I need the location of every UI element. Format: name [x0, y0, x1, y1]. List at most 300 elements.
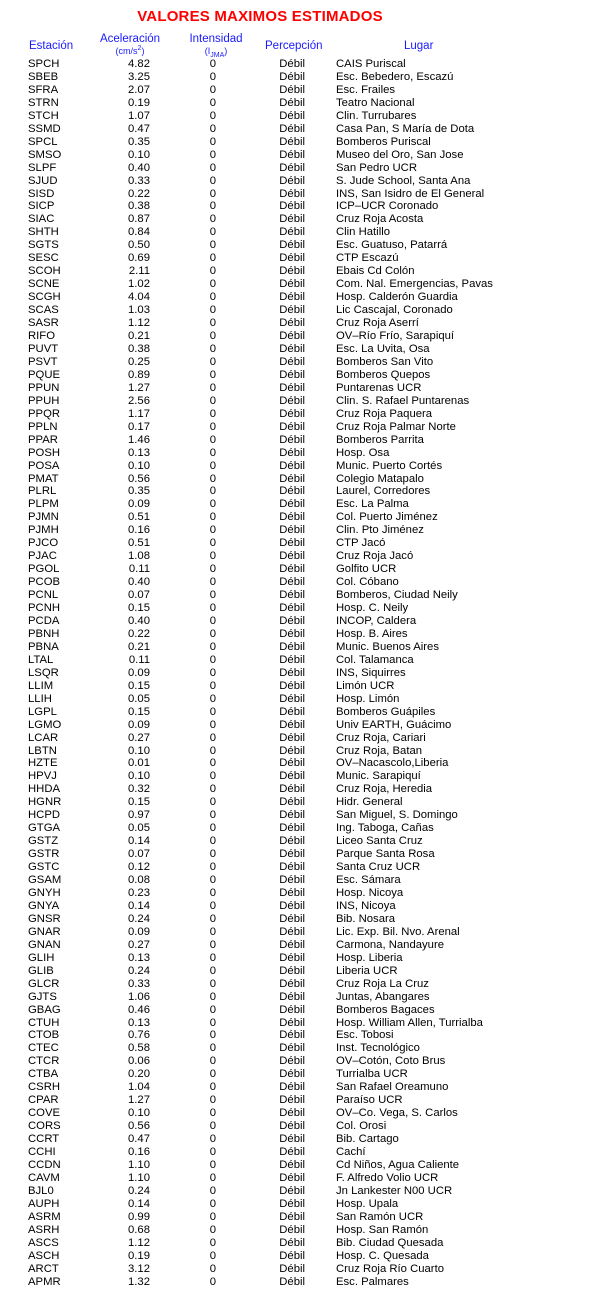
acceleration-value: 0.24	[128, 964, 150, 977]
intensity-value: 0	[209, 679, 216, 692]
place-name: Clin Hatillo	[336, 226, 390, 239]
table-row	[28, 1133, 493, 1146]
station-code: GBAG	[28, 1003, 61, 1016]
acceleration-value: 0.58	[128, 1042, 150, 1055]
intensity-value: 0	[209, 1159, 216, 1172]
acceleration-value: 0.40	[128, 614, 150, 627]
perception-value: Débil	[279, 498, 305, 511]
perception-value: Débil	[279, 912, 305, 925]
perception-value: Débil	[279, 835, 305, 848]
table-row	[28, 239, 493, 252]
acceleration-value: 0.89	[128, 368, 150, 381]
acceleration-value: 0.06	[128, 1055, 150, 1068]
header-place: Lugar	[404, 40, 434, 52]
station-code: PPAR	[28, 433, 58, 446]
acceleration-value: 0.84	[128, 226, 150, 239]
place-name: Hosp. B. Aires	[336, 627, 408, 640]
acceleration-value: 1.27	[128, 1094, 150, 1107]
table-row	[28, 447, 493, 460]
place-name: Cd Niños, Agua Caliente	[336, 1159, 460, 1172]
station-code: CTCR	[28, 1055, 60, 1068]
header-intensity-unit: $(I_{JMA})$	[204, 46, 228, 59]
table-row	[28, 317, 493, 330]
table-row	[28, 913, 493, 926]
perception-value: Débil	[279, 420, 305, 433]
perception-value: Débil	[279, 265, 305, 278]
acceleration-value: 1.10	[128, 1159, 150, 1172]
place-name: CAIS Puriscal	[336, 58, 406, 70]
intensity-value: 0	[209, 1055, 216, 1068]
place-name: Bib. Ciudad Quesada	[336, 1236, 444, 1249]
table-row	[28, 1004, 493, 1017]
intensity-value: 0	[209, 912, 216, 925]
intensity-value: 0	[209, 446, 216, 459]
perception-value: Débil	[279, 744, 305, 757]
table-row	[28, 226, 493, 239]
intensity-value: 0	[209, 705, 216, 718]
perception-value: Débil	[279, 252, 305, 265]
table-row	[28, 887, 493, 900]
acceleration-value: 0.10	[128, 744, 150, 757]
intensity-value: 0	[209, 640, 216, 653]
station-code: GLCR	[28, 977, 60, 990]
place-name: Hosp. Calderón Guardia	[336, 291, 458, 304]
station-code: PCOB	[28, 576, 61, 589]
perception-value: Débil	[279, 977, 305, 990]
station-code: POSA	[28, 459, 60, 472]
place-name: Hosp. Limón	[336, 692, 400, 705]
intensity-value: 0	[209, 1210, 216, 1223]
station-code: CTOB	[28, 1029, 60, 1042]
perception-value: Débil	[279, 213, 305, 226]
intensity-value: 0	[209, 835, 216, 848]
perception-value: Débil	[279, 1081, 305, 1094]
intensity-value: 0	[209, 58, 216, 70]
acceleration-value: 0.20	[128, 1068, 150, 1081]
station-code: LGMO	[28, 718, 62, 731]
place-name: Santa Cruz UCR	[336, 861, 421, 874]
station-code: GSTR	[28, 848, 60, 861]
station-code: PJMH	[28, 524, 59, 537]
perception-value: Débil	[279, 226, 305, 239]
intensity-value: 0	[209, 109, 216, 122]
intensity-value: 0	[209, 1068, 216, 1081]
intensity-value: 0	[209, 239, 216, 252]
acceleration-value: 1.12	[128, 317, 150, 330]
table-row	[28, 343, 493, 356]
table-row	[28, 1224, 493, 1237]
place-name: Hosp. William Allen, Turrialba	[336, 1016, 483, 1029]
perception-value: Débil	[279, 848, 305, 861]
perception-value: Débil	[279, 809, 305, 822]
place-name: Clin. Turrubares	[336, 109, 417, 122]
place-name: Hosp. Liberia	[336, 951, 403, 964]
table-row	[28, 783, 493, 796]
acceleration-value: 0.68	[128, 1223, 150, 1236]
table-row	[28, 1146, 493, 1159]
acceleration-value: 1.02	[128, 278, 150, 291]
table-row	[28, 770, 493, 783]
station-code: PUVT	[28, 342, 59, 355]
place-name: Col. Orosi	[336, 1120, 387, 1133]
table-row	[28, 1042, 493, 1055]
table-row	[28, 693, 493, 706]
table-row	[28, 1250, 493, 1263]
intensity-value: 0	[209, 1197, 216, 1210]
station-code: LLIM	[28, 679, 54, 692]
place-name: Munic. Sarapiquí	[336, 770, 421, 783]
intensity-value: 0	[209, 589, 216, 602]
perception-value: Débil	[279, 666, 305, 679]
perception-value: Débil	[279, 1029, 305, 1042]
intensity-value: 0	[209, 278, 216, 291]
table-row	[28, 252, 493, 265]
place-name: Clin. Pto Jiménez	[336, 524, 424, 537]
acceleration-value: 0.99	[128, 1210, 150, 1223]
station-code: GNSR	[28, 912, 61, 925]
table-row	[28, 511, 493, 524]
place-name: Esc. Tobosi	[336, 1029, 394, 1042]
stations-table	[28, 58, 493, 1289]
place-name: Hosp. San Ramón	[336, 1223, 429, 1236]
intensity-value: 0	[209, 342, 216, 355]
place-name: Laurel, Corredores	[336, 485, 431, 498]
station-code: SASR	[28, 317, 59, 330]
intensity-value: 0	[209, 718, 216, 731]
table-row	[28, 757, 493, 770]
acceleration-value: 0.51	[128, 537, 150, 550]
perception-value: Débil	[279, 83, 305, 96]
place-name: S. Jude School, Santa Ana	[336, 174, 471, 187]
intensity-value: 0	[209, 459, 216, 472]
perception-value: Débil	[279, 589, 305, 602]
place-name: Inst. Tecnológico	[336, 1042, 420, 1055]
header-intensity	[186, 33, 246, 57]
place-name: San Pedro UCR	[336, 161, 417, 174]
intensity-value: 0	[209, 226, 216, 239]
perception-value: Débil	[279, 58, 305, 70]
perception-value: Débil	[279, 640, 305, 653]
acceleration-value: 0.69	[128, 252, 150, 265]
station-code: PCDA	[28, 614, 60, 627]
table-row	[28, 978, 493, 991]
intensity-value: 0	[209, 1003, 216, 1016]
perception-value: Débil	[279, 317, 305, 330]
perception-value: Débil	[279, 602, 305, 615]
intensity-value: 0	[209, 1223, 216, 1236]
perception-value: Débil	[279, 1016, 305, 1029]
table-row	[28, 822, 493, 835]
station-code: CAVM	[28, 1171, 60, 1184]
intensity-value: 0	[209, 653, 216, 666]
station-code: PLPM	[28, 498, 59, 511]
table-row	[28, 1159, 493, 1172]
place-name: Esc. Bebedero, Escazú	[336, 70, 454, 83]
acceleration-value: 0.13	[128, 1016, 150, 1029]
intensity-value: 0	[209, 602, 216, 615]
table-row	[28, 628, 493, 641]
station-code: SSMD	[28, 122, 61, 135]
intensity-value: 0	[209, 265, 216, 278]
station-code: PJAC	[28, 550, 57, 563]
intensity-value: 0	[209, 485, 216, 498]
place-name: Hosp. Upala	[336, 1197, 399, 1210]
perception-value: Débil	[279, 148, 305, 161]
place-name: Cruz Roja La Cruz	[336, 977, 429, 990]
acceleration-value: 2.11	[128, 265, 150, 278]
table-row	[28, 1211, 493, 1224]
table-row	[28, 1263, 493, 1276]
intensity-value: 0	[209, 148, 216, 161]
table-row	[28, 460, 493, 473]
perception-value: Débil	[279, 1184, 305, 1197]
intensity-value: 0	[209, 627, 216, 640]
station-code: CCRT	[28, 1133, 60, 1146]
perception-value: Débil	[279, 407, 305, 420]
station-code: PPLN	[28, 420, 58, 433]
station-code: AUPH	[28, 1197, 60, 1210]
intensity-value: 0	[209, 576, 216, 589]
table-row	[28, 1198, 493, 1211]
perception-value: Débil	[279, 550, 305, 563]
table-row	[28, 1029, 493, 1042]
header-acceleration-label: Aceleración	[99, 33, 161, 45]
place-name: Cruz Roja, Cariari	[336, 731, 426, 744]
acceleration-value: 0.27	[128, 938, 150, 951]
acceleration-value: 1.12	[128, 1236, 150, 1249]
acceleration-value: 0.12	[128, 861, 150, 874]
table-row	[28, 796, 493, 809]
acceleration-value: 1.17	[128, 407, 150, 420]
perception-value: Débil	[279, 135, 305, 148]
table-row	[28, 1068, 493, 1081]
table-row	[28, 732, 493, 745]
acceleration-value: 0.16	[128, 524, 150, 537]
acceleration-value: 0.15	[128, 602, 150, 615]
table-row	[28, 136, 493, 149]
acceleration-value: 0.38	[128, 200, 150, 213]
acceleration-value: 0.47	[128, 1133, 150, 1146]
place-name: Bomberos Guápiles	[336, 705, 436, 718]
station-code: LGPL	[28, 705, 57, 718]
place-name: Bib. Nosara	[336, 912, 396, 925]
perception-value: Débil	[279, 718, 305, 731]
perception-value: Débil	[279, 899, 305, 912]
place-name: Teatro Nacional	[336, 96, 415, 109]
place-name: Paraíso UCR	[336, 1094, 403, 1107]
intensity-value: 0	[209, 770, 216, 783]
station-code: HCPD	[28, 809, 61, 822]
acceleration-value: 0.25	[128, 355, 150, 368]
perception-value: Débil	[279, 822, 305, 835]
station-code: CSRH	[28, 1081, 61, 1094]
perception-value: Débil	[279, 1107, 305, 1120]
table-row	[28, 97, 493, 110]
table-row	[28, 1081, 493, 1094]
station-code: CTEC	[28, 1042, 59, 1055]
place-name: San Miguel, S. Domingo	[336, 809, 458, 822]
acceleration-value: 2.56	[128, 394, 150, 407]
perception-value: Débil	[279, 627, 305, 640]
header-intensity-label: Intensidad	[189, 33, 243, 45]
acceleration-value: 0.14	[128, 835, 150, 848]
station-code: PGOL	[28, 563, 60, 576]
table-row	[28, 1055, 493, 1068]
station-code: GNAR	[28, 925, 61, 938]
intensity-value: 0	[209, 394, 216, 407]
perception-value: Débil	[279, 304, 305, 317]
intensity-value: 0	[209, 174, 216, 187]
intensity-value: 0	[209, 1029, 216, 1042]
table-row	[28, 926, 493, 939]
table-row	[28, 1017, 493, 1030]
acceleration-value: 1.04	[128, 1081, 150, 1094]
station-code: PLRL	[28, 485, 57, 498]
table-row	[28, 939, 493, 952]
intensity-value: 0	[209, 368, 216, 381]
table-row	[28, 563, 493, 576]
station-code: CTBA	[28, 1068, 59, 1081]
place-name: Cruz Roja Jacó	[336, 550, 414, 563]
intensity-value: 0	[209, 537, 216, 550]
acceleration-value: 0.10	[128, 770, 150, 783]
table-row	[28, 382, 493, 395]
perception-value: Débil	[279, 990, 305, 1003]
perception-value: Débil	[279, 783, 305, 796]
intensity-value: 0	[209, 1042, 216, 1055]
acceleration-value: 0.76	[128, 1029, 150, 1042]
place-name: Hosp. C. Neily	[336, 602, 409, 615]
station-code: SJUD	[28, 174, 58, 187]
intensity-value: 0	[209, 472, 216, 485]
table-row	[28, 706, 493, 719]
acceleration-value: 1.03	[128, 304, 150, 317]
intensity-value: 0	[209, 925, 216, 938]
intensity-value: 0	[209, 783, 216, 796]
perception-value: Débil	[279, 161, 305, 174]
place-name: Jn Lankester N00 UCR	[336, 1184, 453, 1197]
table-row	[28, 291, 493, 304]
perception-value: Débil	[279, 1262, 305, 1275]
place-name: Esc. Palmares	[336, 1275, 409, 1288]
station-code: APMR	[28, 1275, 61, 1288]
station-code: ASRH	[28, 1223, 60, 1236]
table-row	[28, 162, 493, 175]
acceleration-value: 2.07	[128, 83, 150, 96]
table-row	[28, 641, 493, 654]
table-row	[28, 84, 493, 97]
station-code: LCAR	[28, 731, 59, 744]
acceleration-value: 1.46	[128, 433, 150, 446]
acceleration-value: 0.24	[128, 1184, 150, 1197]
perception-value: Débil	[279, 187, 305, 200]
place-name: Esc. Guatuso, Patarrá	[336, 239, 448, 252]
place-name: OV–Nacascolo,Liberia	[336, 757, 449, 770]
perception-value: Débil	[279, 1055, 305, 1068]
station-code: ASCH	[28, 1249, 60, 1262]
place-name: Limón UCR	[336, 679, 395, 692]
intensity-value: 0	[209, 1120, 216, 1133]
station-code: GSTZ	[28, 835, 59, 848]
station-code: GNAN	[28, 938, 61, 951]
place-name: Lic. Exp. Bil. Nvo. Arenal	[336, 925, 460, 938]
station-code: CTUH	[28, 1016, 60, 1029]
place-name: Carmona, Nandayure	[336, 938, 445, 951]
intensity-value: 0	[209, 304, 216, 317]
acceleration-value: 0.23	[128, 887, 150, 899]
perception-value: Débil	[279, 1120, 305, 1133]
perception-value: Débil	[279, 1068, 305, 1081]
header-perception: Percepción	[265, 40, 323, 52]
acceleration-value: 0.33	[128, 977, 150, 990]
acceleration-value: 0.50	[128, 239, 150, 252]
perception-value: Débil	[279, 278, 305, 291]
perception-value: Débil	[279, 770, 305, 783]
perception-value: Débil	[279, 472, 305, 485]
station-code: LLIH	[28, 692, 52, 705]
place-name: Munic. Puerto Cortés	[336, 459, 443, 472]
acceleration-value: 0.09	[128, 718, 150, 731]
station-code: PBNH	[28, 627, 60, 640]
perception-value: Débil	[279, 1236, 305, 1249]
perception-value: Débil	[279, 342, 305, 355]
intensity-value: 0	[209, 990, 216, 1003]
intensity-value: 0	[209, 1016, 216, 1029]
station-code: SFRA	[28, 83, 59, 96]
station-code: GTGA	[28, 822, 61, 835]
station-code: LBTN	[28, 744, 57, 757]
perception-value: Débil	[279, 174, 305, 187]
intensity-value: 0	[209, 317, 216, 330]
place-name: Liceo Santa Cruz	[336, 835, 423, 848]
station-code: HZTE	[28, 757, 58, 770]
intensity-value: 0	[209, 899, 216, 912]
perception-value: Débil	[279, 1249, 305, 1262]
intensity-value: 0	[209, 524, 216, 537]
table-row	[28, 589, 493, 602]
intensity-value: 0	[209, 744, 216, 757]
intensity-value: 0	[209, 692, 216, 705]
table-row	[28, 835, 493, 848]
place-name: F. Alfredo Volio UCR	[336, 1171, 439, 1184]
table-row	[28, 58, 493, 71]
table-row	[28, 265, 493, 278]
place-name: Col. Puerto Jiménez	[336, 511, 438, 524]
perception-value: Débil	[279, 874, 305, 887]
intensity-value: 0	[209, 861, 216, 874]
station-code: GSAM	[28, 874, 62, 887]
acceleration-value: 1.27	[128, 381, 150, 394]
station-code: SCOH	[28, 265, 61, 278]
place-name: Hosp. Osa	[336, 446, 390, 459]
acceleration-value: 0.24	[128, 912, 150, 925]
station-code: SPCL	[28, 135, 58, 148]
station-code: SMSO	[28, 148, 62, 161]
header-station: Estación	[29, 40, 74, 52]
place-name: San Rafael Oreamuno	[336, 1081, 449, 1094]
station-code: SISD	[28, 187, 55, 200]
acceleration-value: 0.38	[128, 342, 150, 355]
perception-value: Débil	[279, 731, 305, 744]
station-code: GLIH	[28, 951, 55, 964]
place-name: Puntarenas UCR	[336, 381, 422, 394]
acceleration-value: 0.09	[128, 666, 150, 679]
place-name: Hosp. C. Quesada	[336, 1249, 429, 1262]
table-row	[28, 304, 493, 317]
station-code: GNYH	[28, 887, 61, 899]
perception-value: Débil	[279, 1197, 305, 1210]
acceleration-value: 3.25	[128, 70, 150, 83]
